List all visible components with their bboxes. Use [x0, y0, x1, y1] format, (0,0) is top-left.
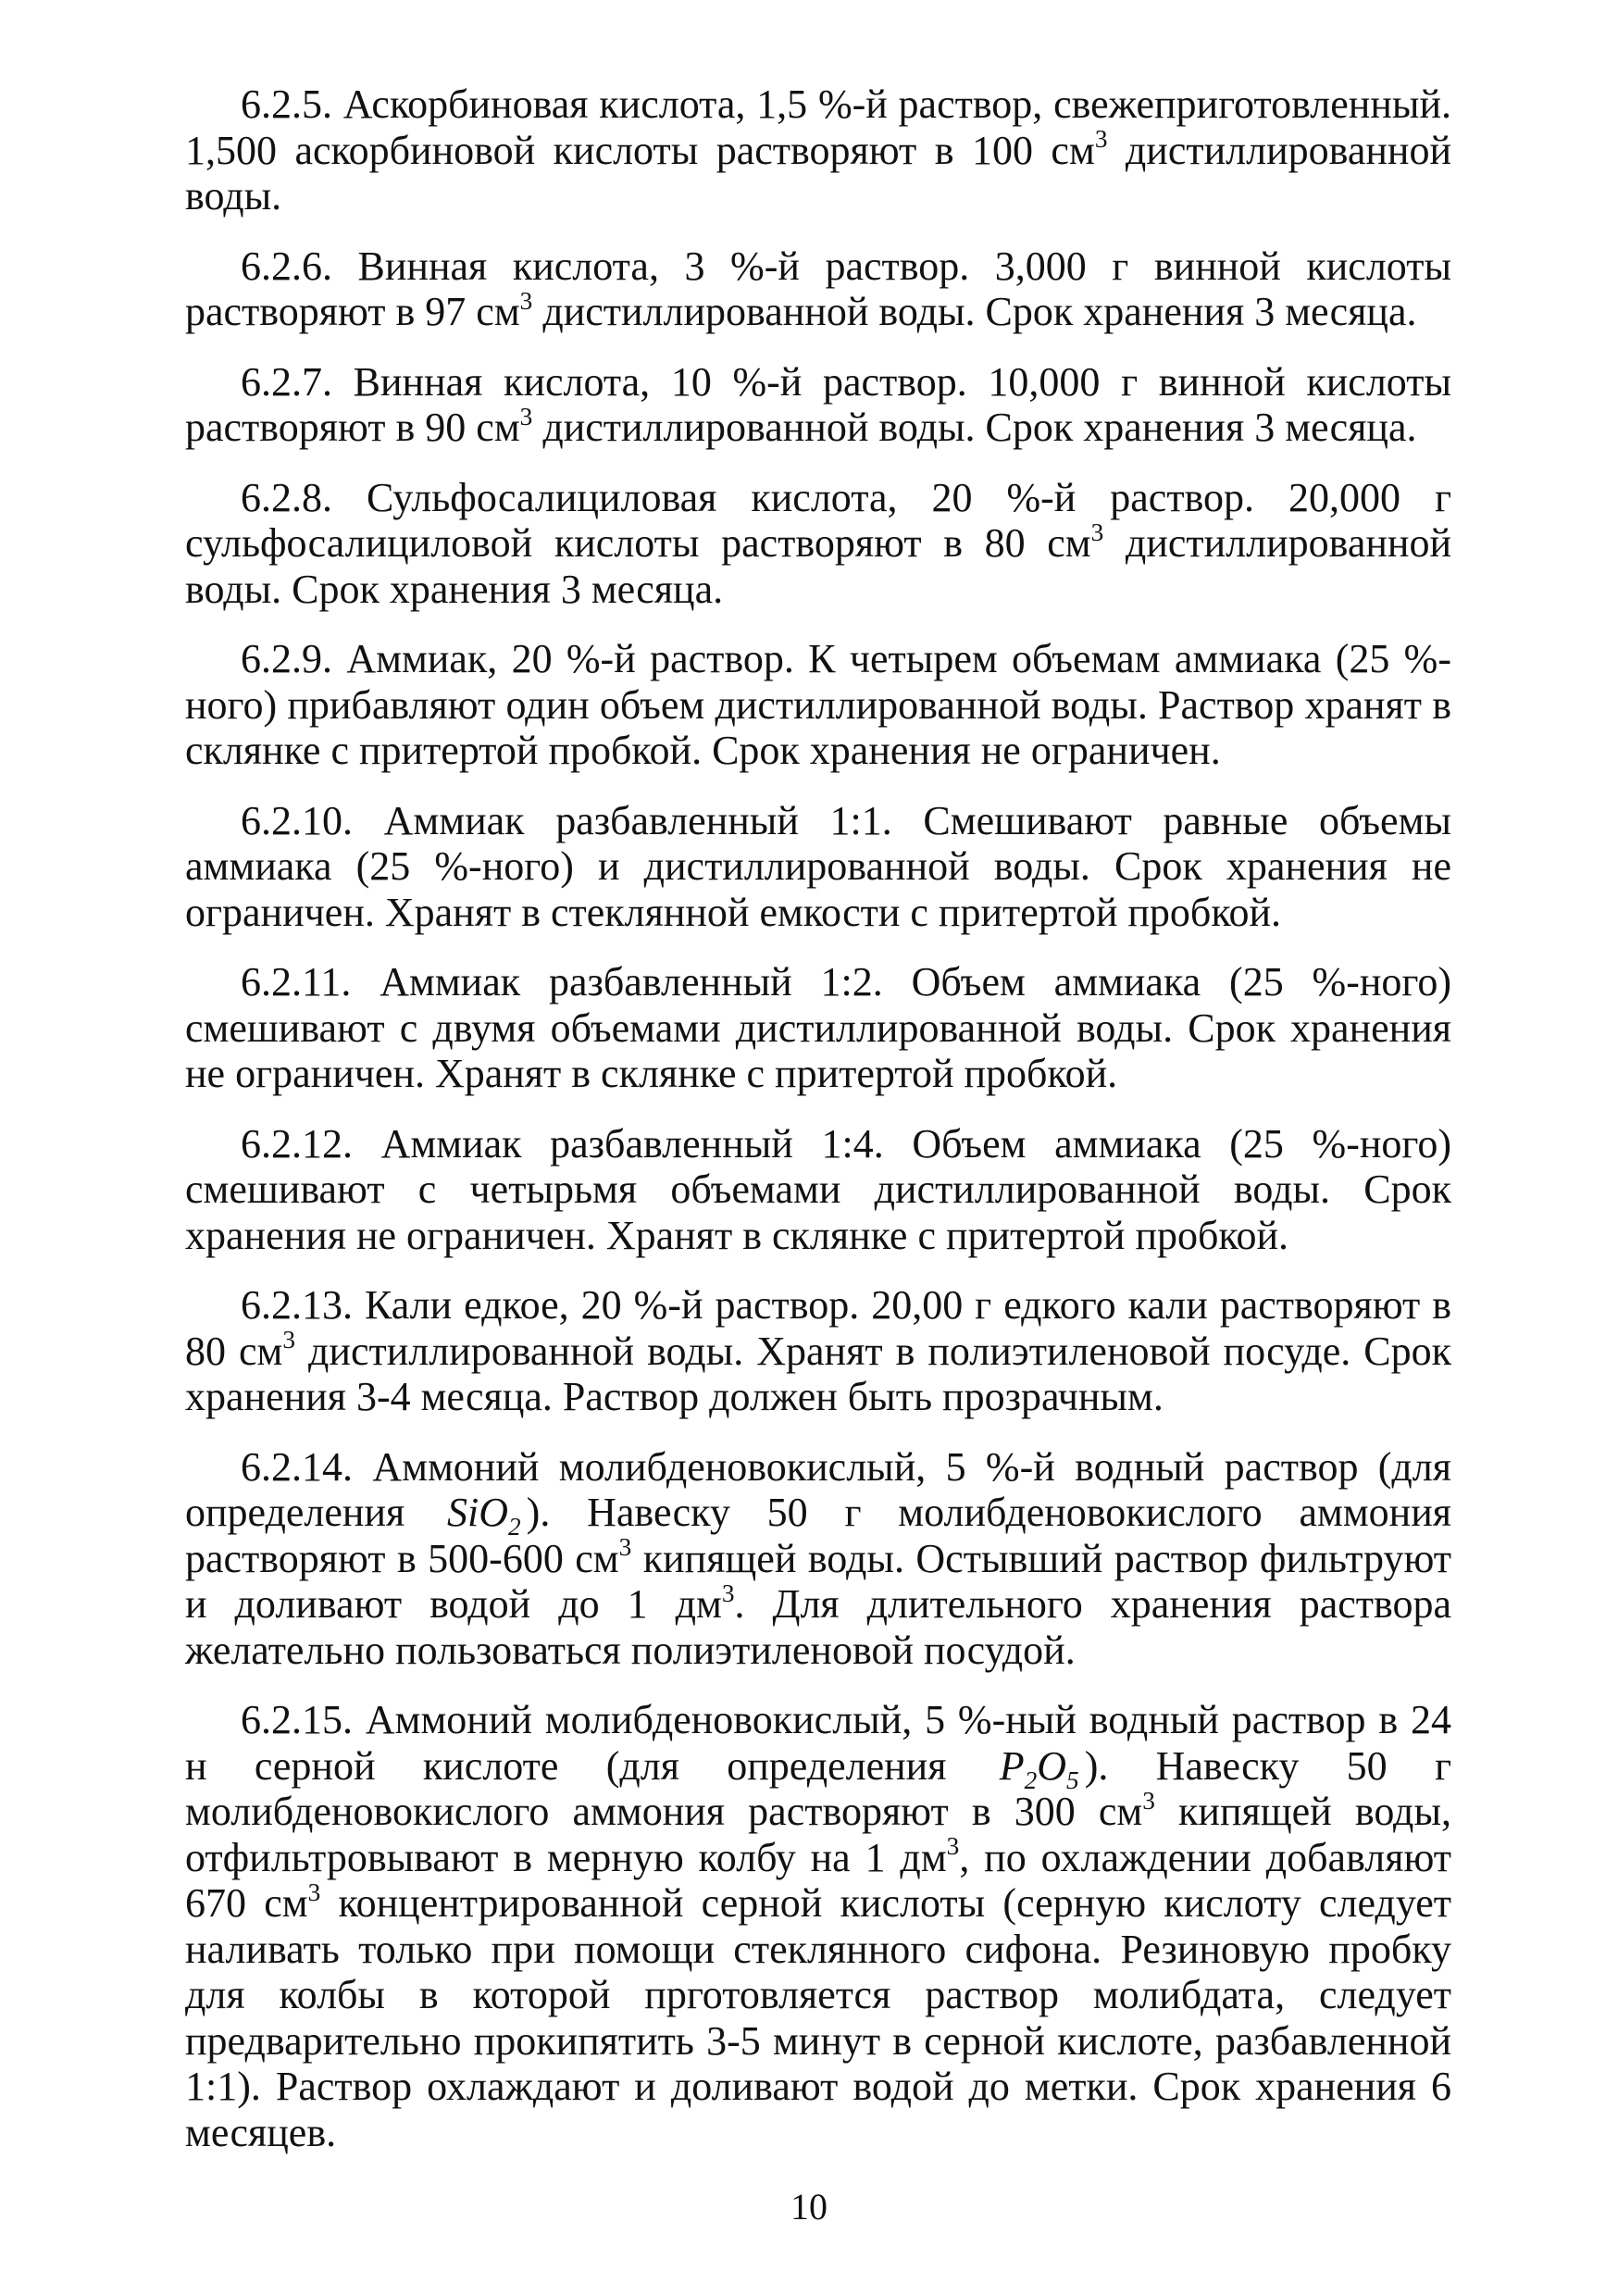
section-number: 6.2.14. — [241, 1443, 353, 1490]
superscript: 3 — [946, 1832, 960, 1861]
text-run: Винная кислота, 10 %-й раствор. 10,000 г винной кислоты растворяют в 90 см — [185, 358, 1451, 450]
superscript: 3 — [1090, 518, 1104, 546]
superscript: 3 — [618, 1533, 632, 1562]
superscript: 3 — [519, 402, 533, 430]
section-number: 6.2.6. — [241, 243, 332, 289]
text-run: Кали едкое, 20 %-й раствор. 20,00 г едкого кали растворяют в 80 см — [185, 1282, 1451, 1374]
section-number: 6.2.5. — [241, 81, 332, 127]
section-number: 6.2.13. — [241, 1282, 353, 1328]
paragraph — [185, 81, 1451, 219]
paragraph — [185, 636, 1451, 774]
text-run: , по охлаждении добавляют 670 см — [185, 1834, 1451, 1926]
paragraph — [185, 1121, 1451, 1259]
text-run: дистиллированной воды. Хранят в полиэтиленовой посуде. Срок хранения 3-4 месяца. Раствор должен быть прозрачным. — [185, 1328, 1451, 1419]
text-run: . Для длительного хранения раствора желательно пользоваться полиэтиленовой посудой. — [185, 1581, 1452, 1673]
section-number: 6.2.9. — [241, 636, 332, 681]
formula-text: P — [999, 1742, 1025, 1789]
text-run: ). Навеску 50 г молибденовокислого аммония растворяют в 300 см — [185, 1742, 1451, 1834]
section-number: 6.2.7. — [241, 358, 332, 405]
superscript: 3 — [519, 286, 533, 315]
text-run: дистиллированной воды. Срок хранения 3 месяца. — [185, 520, 1451, 612]
text-run: кипящей воды, отфильтровывают в мерную колбу на 1 дм — [185, 1789, 1452, 1880]
text-run: Аммиак разбавленный 1:1. Смешивают равные объемы аммиака (25 %-ного) и дистиллированной воды. Срок хранения не ограничен. Хранят в стеклянной емкости с притертой пробкой. — [185, 797, 1451, 935]
text-run: дистиллированной воды. Срок хранения 3 месяца. — [532, 405, 1417, 450]
subscript: 2 — [508, 1512, 521, 1541]
text-run: Сульфосалициловая кислота, 20 %-й раствор. 20,000 г сульфосалициловой кислоты растворяют в 80 см — [185, 474, 1451, 566]
section-number: 6.2.11. — [241, 959, 352, 1004]
superscript: 3 — [1142, 1786, 1155, 1815]
paragraph — [185, 798, 1451, 936]
chemical-formula — [442, 1490, 527, 1541]
text-run: дистиллированной воды. — [185, 127, 1451, 218]
superscript: 3 — [1094, 125, 1108, 154]
text-run: Аммоний молибденовокислый, 5 %-ный водный раствор в 24 н серной кислоте (для определения — [185, 1697, 1451, 1789]
superscript: 3 — [307, 1878, 321, 1906]
formula-text: SiO — [447, 1490, 509, 1535]
text-run: Аммиак разбавленный 1:4. Объем аммиака (25 %-ного) смешивают с четырьмя объемами дистиллированной воды. Срок хранения не ограничен. Хранят в склянке с притертой пробкой. — [185, 1120, 1451, 1258]
section-number: 6.2.12. — [241, 1120, 353, 1167]
section-number: 6.2.8. — [241, 474, 332, 520]
superscript: 3 — [721, 1578, 735, 1607]
text-run: концентрированной серной кислоты (серную кислоту следует наливать только при помощи стеклянного сифона. Резиновую пробку для колбы в которой прготовляется раствор молибдата, следует предварительно прокипятить 3-5 минут в серной кислоте, разбавленной 1:1). Раствор охлаждают и доливают водой до метки. Срок хранения 6 месяцев. — [185, 1880, 1451, 2155]
text-run: Винная кислота, 3 %-й раствор. 3,000 г винной кислоты растворяют в 97 см — [185, 243, 1451, 334]
text-run: дистиллированной воды. Срок хранения 3 месяца. — [532, 289, 1417, 334]
paragraph — [185, 959, 1451, 1097]
text-run: Аскорбиновая кислота, 1,5 %-й раствор, свежеприготовленный. 1,500 аскорбиновой кислоты растворяют в 100 см — [185, 81, 1451, 173]
section-number: 6.2.10. — [241, 797, 353, 843]
text-run: Аммиак разбавленный 1:2. Объем аммиака (25 %-ного) смешивают с двумя объемами дистиллированной воды. Срок хранения не ограничен. Хранят в склянке с притертой пробкой. — [185, 959, 1451, 1096]
text-run: Аммиак, 20 %-й раствор. К четырем объемам аммиака (25 %-ного) прибавляют один объем дистиллированной воды. Раствор хранят в склянке с притертой пробкой. Срок хранения не ограничен. — [185, 636, 1451, 773]
text-run: Аммоний молибденовокислый, 5 %-й водный раствор (для определения — [185, 1443, 1451, 1535]
document-body — [185, 81, 1451, 2155]
paragraph — [185, 243, 1451, 335]
page-number: 10 — [790, 2186, 828, 2227]
subscript: 2 — [1024, 1766, 1038, 1794]
paragraph — [185, 1697, 1451, 2155]
text-run: кипящей воды. Остывший раствор фильтруют и доливают водой до 1 дм — [185, 1535, 1451, 1627]
section-number: 6.2.15. — [241, 1697, 353, 1742]
paragraph — [185, 1444, 1451, 1674]
subscript: 5 — [1066, 1766, 1079, 1794]
formula-text: O — [1037, 1742, 1067, 1789]
chemical-formula — [994, 1742, 1085, 1794]
paragraph — [185, 475, 1451, 613]
text-run: ). Навеску 50 г молибденовокислого аммония растворяют в 500-600 см — [185, 1490, 1451, 1581]
superscript: 3 — [282, 1326, 296, 1354]
paragraph — [185, 1282, 1451, 1420]
paragraph — [185, 359, 1451, 451]
